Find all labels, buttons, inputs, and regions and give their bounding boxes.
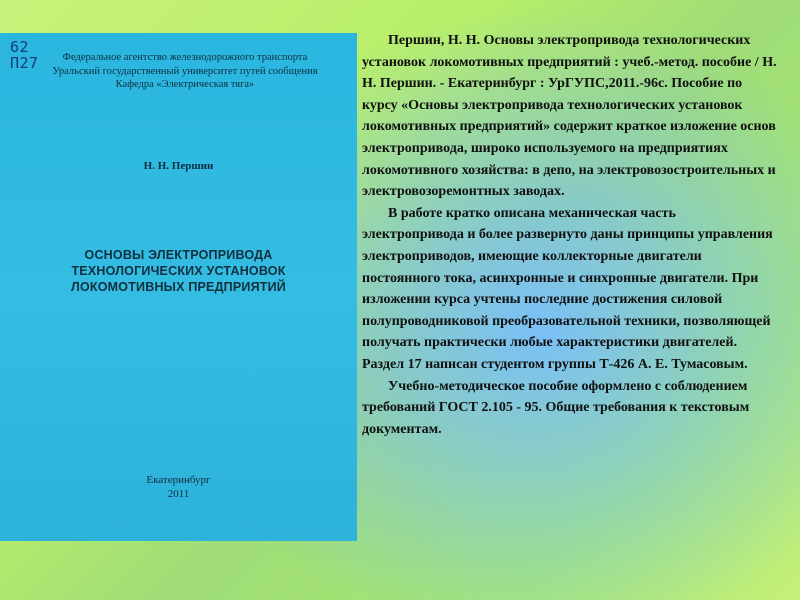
agency-line: Федеральное агентство железнодорожного транспорта [62, 52, 308, 63]
university-line: Уральский государственный университет путей сообщения [52, 65, 318, 77]
cover-title-line: ТЕХНОЛОГИЧЕСКИХ УСТАНОВОК [71, 264, 286, 278]
cover-agency-header [30, 51, 340, 92]
cover-title-line: ЛОКОМОТИВНЫХ ПРЕДПРИЯТИЙ [71, 280, 286, 294]
cover-title [20, 247, 337, 295]
handwritten-shelf-mark: 62 П27 [10, 38, 39, 72]
cover-title-line: ОСНОВЫ ЭЛЕКТРОПРИВОДА [84, 248, 273, 262]
book-description [362, 30, 780, 440]
book-cover-image [0, 33, 357, 541]
department-line: Кафедра «Электрическая тяга» [115, 79, 255, 90]
cover-imprint [0, 474, 357, 501]
description-paragraph: Учебно-методическое пособие оформлено с соблюдением требований ГОСТ 2.105 - 95. Общие требования к текстовым документам. [362, 378, 750, 437]
description-paragraph: В работе кратко описана механическая часть электропривода и более развернуто даны принципы управления электроприводов, имеющие коллекторные двигатели постоянного тока, асинхронные и синхронные двигатели. При изложении курса учтены последние достижения силовой полупроводниковой преобразовательной техники, позволяющей получать практически любые характеристики двигателей. Раздел 17 написан студентом группы Т-426 А. Е. Тумасовым. [362, 205, 773, 372]
cover-city: Екатеринбург [146, 474, 211, 486]
cover-year: 2011 [167, 487, 190, 500]
cover-author: Н. Н. Першин [143, 160, 214, 172]
description-paragraph: Першин, Н. Н. Основы электропривода технологических установок локомотивных предприятий : учеб.-метод. пособие / Н. Н. Першин. - Екатеринбург : УрГУПС,2011.-96с. Пособие по курсу «Основы электропривода технологических установок локомотивных предприятий» содержит краткое изложение основ электропривода, широко используемого на предприятиях локомотивного хозяйства: в депо, на электровозостроительных и электровозоремонтных заводах. [362, 33, 777, 200]
